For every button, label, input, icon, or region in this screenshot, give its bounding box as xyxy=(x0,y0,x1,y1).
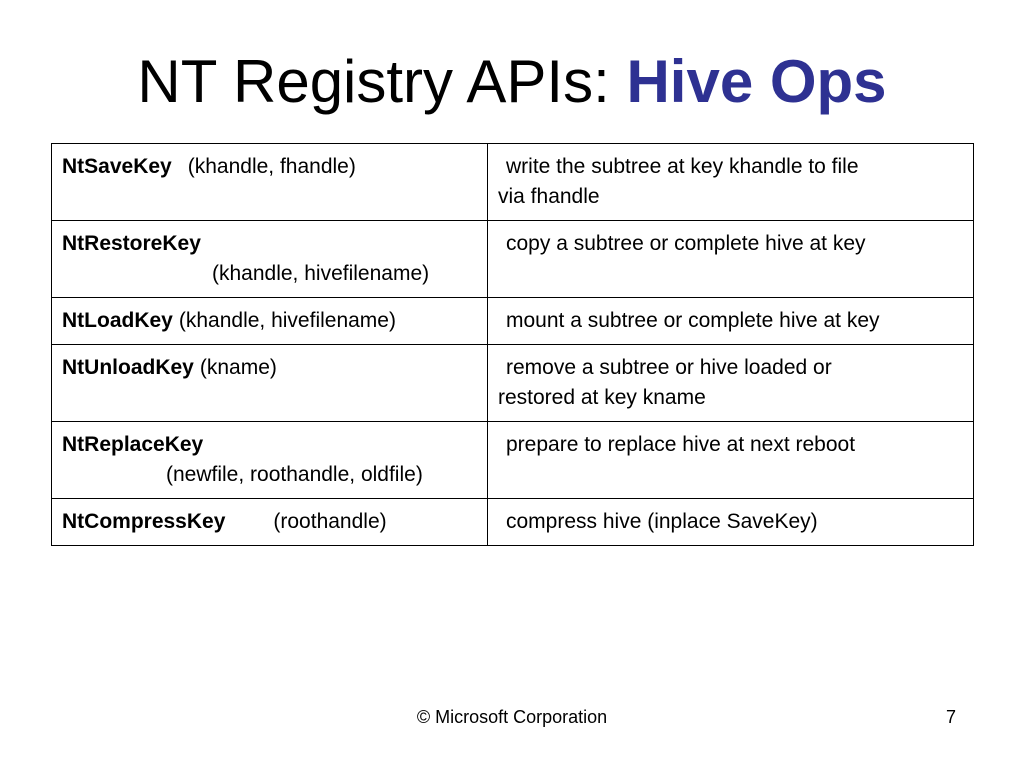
footer-copyright: © Microsoft Corporation xyxy=(416,707,608,727)
api-args: (kname) xyxy=(199,356,277,379)
api-name: NtReplaceKey xyxy=(62,433,204,456)
api-description-cont: via fhandle xyxy=(498,185,600,208)
api-description-cell xyxy=(488,499,974,546)
api-args: (roothandle) xyxy=(273,510,387,533)
api-args: (khandle, hivefilename) xyxy=(212,262,430,285)
api-name: NtRestoreKey xyxy=(62,232,201,255)
api-description-cell xyxy=(488,221,974,298)
table-row xyxy=(52,144,974,221)
api-name: NtLoadKey xyxy=(62,309,173,332)
api-description-cell xyxy=(488,144,974,221)
table-row xyxy=(52,298,974,345)
api-description: mount a subtree or complete hive at key xyxy=(506,309,880,332)
api-description: copy a subtree or complete hive at key xyxy=(506,232,866,255)
api-args: (newfile, roothandle, oldfile) xyxy=(166,463,423,486)
api-description: compress hive (inplace SaveKey) xyxy=(506,510,818,533)
api-description: prepare to replace hive at next reboot xyxy=(506,433,856,456)
api-description: write the subtree at key khandle to file xyxy=(506,155,859,178)
table-row xyxy=(52,221,974,298)
api-name: NtCompressKey xyxy=(62,510,226,533)
table-row xyxy=(52,422,974,499)
table-row xyxy=(52,499,974,546)
slide-title xyxy=(0,44,1024,120)
api-name: NtSaveKey xyxy=(62,155,172,178)
api-description-cont: restored at key kname xyxy=(498,386,706,409)
api-signature-cell xyxy=(52,298,488,345)
api-signature-cell xyxy=(52,144,488,221)
api-description-cell xyxy=(488,345,974,422)
page-number: 7 xyxy=(946,707,957,727)
api-description: remove a subtree or hive loaded or xyxy=(506,356,832,379)
title-prefix: NT Registry APIs: xyxy=(137,48,627,115)
title-highlight: Hive Ops xyxy=(626,48,887,115)
api-args: (khandle, fhandle) xyxy=(187,155,356,178)
api-signature-cell xyxy=(52,422,488,499)
api-table xyxy=(51,143,974,546)
api-signature-cell xyxy=(52,499,488,546)
api-name: NtUnloadKey xyxy=(62,356,194,379)
api-description-cell xyxy=(488,422,974,499)
api-args: (khandle, hivefilename) xyxy=(178,309,396,332)
api-description-cell xyxy=(488,298,974,345)
table-row xyxy=(52,345,974,422)
api-signature-cell xyxy=(52,345,488,422)
api-signature-cell xyxy=(52,221,488,298)
